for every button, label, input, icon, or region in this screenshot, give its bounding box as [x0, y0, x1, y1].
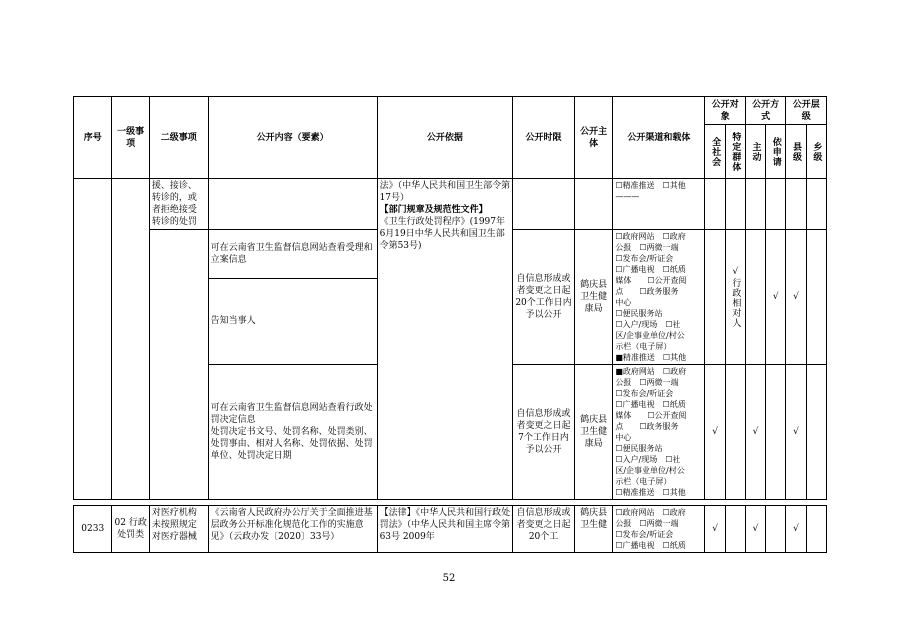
cell-seq-r5: 0233 — [74, 506, 112, 553]
cell-target-specific-r23 — [725, 230, 745, 365]
channel-line: ☐政府网站 ☐政府 — [615, 508, 686, 517]
content-line: 可在云南省卫生监督信息网站查看行政处罚决定信息 — [210, 403, 373, 425]
cell-tier-county-r5: √ — [786, 506, 806, 553]
header-seq: 序号 — [74, 97, 112, 179]
cell-subject-r4: 鹤庆县卫生健康局 — [574, 365, 612, 500]
channel-line: ☐便民服务站 — [615, 309, 663, 318]
channel-line: ☐广播电视 ☐纸质 — [615, 541, 686, 550]
disclosure-table — [73, 96, 827, 553]
target-specific-mark: √行政相对人 — [730, 266, 741, 328]
channel-line: ■政府网站 ☐政府 — [615, 367, 687, 376]
cell-level1-continued — [112, 179, 149, 500]
channel-line: 公报 ☐两微一端 — [615, 519, 679, 528]
channel-line: ☐广播电视 ☐纸质 — [615, 265, 686, 274]
cell-basis-r1 — [377, 179, 513, 500]
basis-line: 法》（中华人民共和国卫生部令第17号） — [379, 181, 511, 203]
cell-target-all-r4: √ — [705, 365, 725, 500]
cell-time-r23: 自信息形成或者变更之日起20个工作日内予以公开 — [513, 230, 575, 365]
cell-subject-r5: 鹤庆县卫生健 — [574, 506, 612, 553]
cell-level1-r5: 02 行政处罚类 — [112, 506, 149, 553]
channel-line: 媒体 ☐公开查阅 — [615, 276, 687, 285]
cell-tier-county-r23: √ — [786, 230, 806, 365]
cell-content-r2: 可在云南省卫生监督信息网站查看受理和立案信息 — [208, 230, 377, 279]
cell-channel-r4 — [613, 365, 705, 500]
channel-line: ——— — [615, 192, 640, 201]
header-basis: 公开依据 — [377, 97, 513, 179]
cell-tier-county-r4: √ — [786, 365, 806, 500]
cell-mode-active-r5: √ — [745, 506, 765, 553]
cell-channel-r5 — [613, 506, 705, 553]
channel-line: 区/企事业单位/村公 — [615, 331, 685, 340]
header-content: 公开内容（要素） — [208, 97, 377, 179]
header-mode: 公开方式 — [745, 97, 785, 125]
channel-line: 公报 ☐两微一端 — [615, 378, 679, 387]
channel-line: ☐入户/现场 ☐社 — [615, 455, 681, 464]
channel-line: ☐精准推送 ☐其他 — [615, 488, 686, 497]
channel-line: ☐发布会/听证会 — [615, 254, 674, 263]
cell-basis-r5: 【法律】《中华人民共和国行政处罚法》（中华人民共和国主席令第63号 2009年 — [377, 506, 513, 553]
basis-line: 【部门规章及规范性文件】 — [379, 205, 488, 215]
channel-line: 示栏（电子屏） — [615, 477, 672, 486]
cell-time-r1 — [513, 179, 575, 230]
cell-subject-r23: 鹤庆县卫生健康局 — [574, 230, 612, 365]
cell-seq-continued — [74, 179, 112, 500]
header-subject: 公开主体 — [574, 97, 612, 179]
header-level1: 一级事项 — [112, 97, 149, 179]
cell-time-r5: 自信息形成或者变更之日起20个工 — [513, 506, 575, 553]
cell-item2-r5: 对医疗机构未按照规定对医疗器械 — [149, 506, 208, 553]
header-target-specific: 特定群体 — [730, 131, 741, 172]
channel-line: ■精准推送 ☐其他 — [615, 353, 687, 362]
header-channel: 公开渠道和载体 — [613, 97, 705, 179]
cell-content-r1 — [208, 179, 377, 230]
channel-line: ☐精准推送 ☐其他 — [615, 181, 686, 190]
cell-content-r3: 告知当事人 — [208, 278, 377, 364]
content-line: 处罚决定书文号、处罚名称、处罚类别、处罚事由、相对人名称、处罚依据、处罚单位、处罚决定日期 — [210, 427, 373, 461]
header-tier-county: 县级 — [791, 141, 802, 162]
cell-item2-r1: 援、接诊、转诊的，或者拒绝接受转诊的处罚 — [149, 179, 208, 230]
header-mode-apply: 依申请 — [770, 136, 781, 167]
channel-line: 示栏（电子屏） — [615, 342, 672, 351]
cell-target-all-r5: √ — [705, 506, 725, 553]
channel-line: 公报 ☐两微一端 — [615, 243, 679, 252]
header-tier: 公开层级 — [786, 97, 827, 125]
cell-item2-r2 — [149, 230, 208, 500]
channel-line: 点 ☐政务服务 — [615, 422, 679, 431]
channel-line: ☐广播电视 ☐纸质 — [615, 400, 686, 409]
basis-line: 《卫生行政处罚程序》(1997年6月19日中华人民共和国卫生部令第53号) — [379, 217, 505, 251]
header-time-limit: 公开时限 — [513, 97, 575, 179]
cell-mode-active-r4: √ — [745, 365, 765, 500]
header-target-all: 全社会 — [710, 136, 721, 167]
header-tier-town: 乡级 — [811, 141, 822, 162]
header-level2: 二级事项 — [149, 97, 208, 179]
cell-channel-r1 — [613, 179, 705, 230]
page-number: 52 — [442, 573, 456, 584]
channel-line: 区/企事业单位/村公 — [615, 466, 685, 475]
channel-line: 中心 — [615, 298, 632, 307]
cell-subject-r1 — [574, 179, 612, 230]
channel-line: ☐入户/现场 ☐社 — [615, 320, 681, 329]
header-mode-active: 主动 — [750, 141, 761, 162]
channel-line: ☐发布会/听证会 — [615, 530, 674, 539]
cell-content-r5: 《云南省人民政府办公厅关于全面推进基层政务公开标准化规范化工作的实施意见》（云政办发〔2020〕33号） — [208, 506, 377, 553]
header-target: 公开对象 — [705, 97, 745, 125]
channel-line: 媒体 ☐公开查阅 — [615, 411, 687, 420]
channel-line: 中心 — [615, 433, 632, 442]
channel-line: ☐发布会/听证会 — [615, 389, 674, 398]
channel-line: 点 ☐政务服务 — [615, 287, 679, 296]
cell-mode-apply-r23: √ — [766, 230, 786, 365]
channel-line: ☐便民服务站 — [615, 444, 663, 453]
cell-time-r4: 自信息形成或者变更之日起7个工作日内予以公开 — [513, 365, 575, 500]
cell-channel-r23 — [613, 230, 705, 365]
channel-line: ☐政府网站 ☐政府 — [615, 232, 686, 241]
cell-content-r4 — [208, 365, 377, 500]
